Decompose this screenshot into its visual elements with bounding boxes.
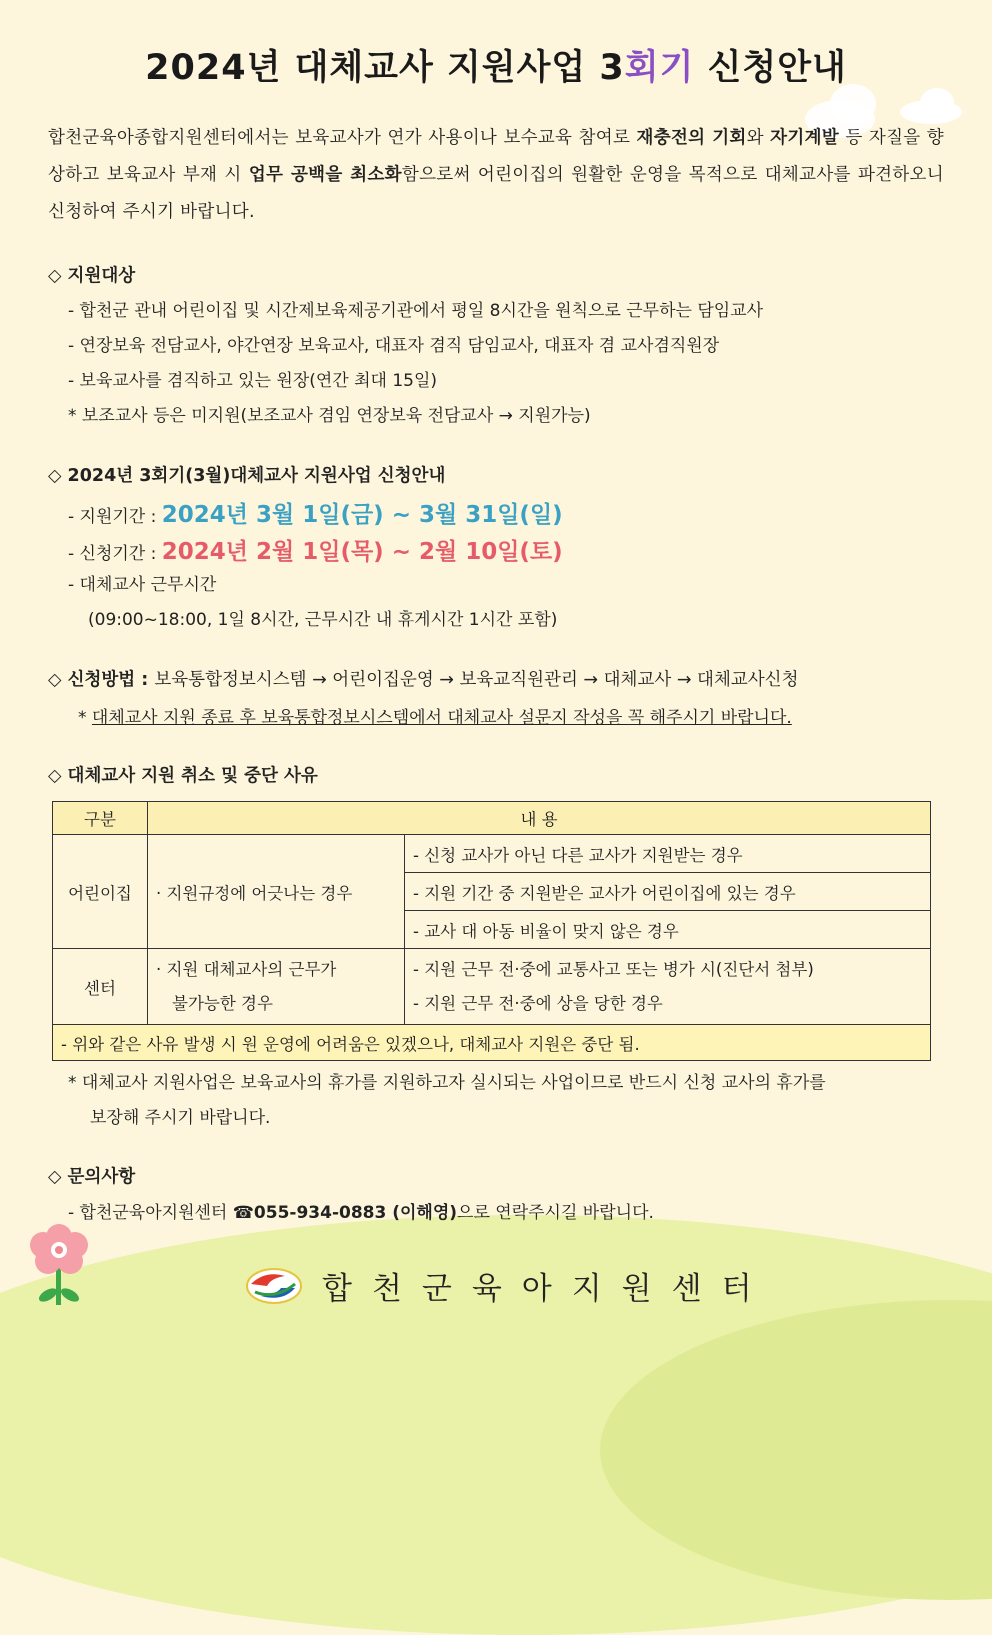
intro-paragraph: 합천군육아종합지원센터에서는 보육교사가 연가 사용이나 보수교육 참여로 재충전의 기회와 자기계발 등 자질을 향상하고 보육교사 부재 시 업무 공백을 최소화함으로써 어린이집의 원활한 운영을 목적으로 대체교사를 파견하오니 신청하여 주시기 바랍니다. [48,128,945,222]
target-item: * 보조교사 등은 미지원(보조교사 겸임 연장보육 전담교사 → 지원가능) [68,406,591,426]
cloud-decoration [830,84,876,124]
detail-center: - 지원 근무 전·중에 교통사고 또는 병가 시(진단서 첨부) - 지원 근무 전·중에 상을 당한 경우 [405,949,931,1025]
section-heading-cancel: ◇ 대체교사 지원 취소 및 중단 사유 [48,766,318,786]
section-heading-target: ◇ 지원대상 [48,266,136,286]
reason-daycare: · 지원규정에 어긋나는 경우 [148,835,405,949]
category-center: 센터 [53,949,148,1025]
detail-item: - 지원 기간 중 지원받은 교사가 어린이집에 있는 경우 [405,873,931,911]
category-daycare: 어린이집 [53,835,148,949]
cancel-note: * 대체교사 지원사업은 보육교사의 휴가를 지원하고자 실시되는 사업이므로 반드시 신청 교사의 휴가를 [68,1073,826,1093]
support-period: - 지원기간 : 2024년 3월 1일(금) ~ 3월 31일(일) [68,502,563,528]
cancel-note-cont: 보장해 주시기 바랍니다. [90,1108,271,1128]
cloud-decoration [920,88,954,118]
table-header-content: 내 용 [148,802,931,835]
target-item: - 합천군 관내 어린이집 및 시간제보육제공기관에서 평일 8시간을 원칙으로 근무하는 담임교사 [68,301,764,321]
table-footer-note: - 위와 같은 사유 발생 시 원 운영에 어려움은 있겠으나, 대체교사 지원은 중단 됨. [53,1025,931,1061]
work-hours-label: - 대체교사 근무시간 [68,575,217,595]
page-title: 2024년 대체교사 지원사업 3회기 신청안내 [145,48,847,88]
flower-icon [20,1215,100,1315]
target-item: - 보육교사를 겸직하고 있는 원장(연간 최대 15일) [68,371,438,391]
method-note: * 대체교사 지원 종료 후 보육통합정보시스템에서 대체교사 설문지 작성을 꼭 해주시기 바랍니다. [78,708,792,728]
center-logo-icon [245,1266,303,1306]
reason-center: · 지원 대체교사의 근무가 불가능한 경우 [148,949,405,1025]
target-item: - 연장보육 전담교사, 야간연장 보육교사, 대표자 겸직 담임교사, 대표자 겸 교사겸직원장 [68,336,720,356]
cancel-reason-table [52,801,931,1061]
section-heading-contact: ◇ 문의사항 [48,1167,136,1187]
detail-item: - 교사 대 아동 비율이 맞지 않은 경우 [405,911,931,949]
table-header-category: 구분 [53,802,148,835]
contact-line: - 합천군육아지원센터 ☎055-934-0883 (이해영)으로 연락주시길 바랍니다. [68,1203,654,1223]
detail-item: - 신청 교사가 아닌 다른 교사가 지원받는 경우 [405,835,931,873]
work-hours-detail: (09:00~18:00, 1일 8시간, 근무시간 내 휴게시간 1시간 포함) [88,610,558,630]
application-period: - 신청기간 : 2024년 2월 1일(목) ~ 2월 10일(토) [68,539,563,565]
section-heading-method: ◇ 신청방법 : 보육통합정보시스템 → 어린이집운영 → 보육교직원관리 → 대체교사 → 대체교사신청 [48,670,799,690]
footer-org-name: 합천군육아지원센터 [322,1271,772,1307]
section-heading-guide: ◇ 2024년 3회기(3월)대체교사 지원사업 신청안내 [48,466,446,486]
